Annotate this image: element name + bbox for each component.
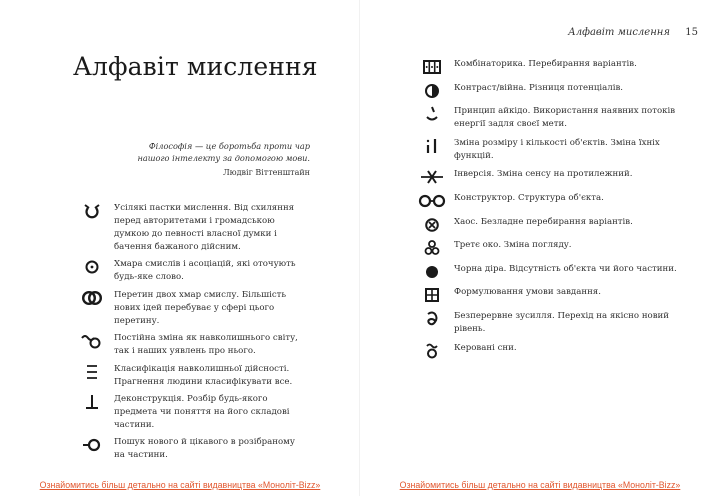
trap-icon [70, 202, 114, 220]
epigraph-quote: Філософія — це боротьба проти чар нашого інтелекту за допомогою мови. [137, 141, 310, 163]
list-item [70, 363, 320, 389]
half-circle-icon [410, 82, 454, 100]
list-item [410, 82, 710, 100]
list-item-text: Інверсія. Зміна сенсу на протилежний. [454, 169, 633, 180]
list-item [410, 239, 710, 257]
epigraph-author: Людвіг Віттенштайн [222, 168, 310, 177]
chaos-icon [410, 216, 454, 234]
right-page [360, 0, 720, 496]
symbol-list-right [410, 58, 710, 365]
symbol-list-left [70, 202, 320, 467]
list-item [410, 192, 710, 210]
list-item [70, 258, 320, 284]
size-change-icon [410, 137, 454, 155]
list-item-text: Пошук нового й цікавого в розібраному на частини. [114, 437, 295, 461]
controlled-dreams-icon [410, 342, 454, 360]
t-shape-icon [70, 393, 114, 411]
list-item [70, 289, 320, 328]
list-item-text: Контраст/війна. Різниця потенціалів. [454, 82, 624, 93]
constructor-icon [410, 192, 454, 210]
list-item-text: Хаос. Безладне перебирання варіантів. [454, 216, 633, 227]
list-item [410, 168, 710, 186]
list-item-text: Деконструкція. Розбір будь-якого предмета чи поняття на його складові частини. [114, 393, 290, 430]
tilde-circle-icon [70, 332, 114, 350]
list-item-text: Принцип айкідо. Використання наявних потоків енергії задля своєї мети. [454, 106, 676, 130]
list-item-text: Класифікація навколишньої дійсності. Прагнення людини класифікувати все. [114, 363, 293, 387]
chapter-title: Алфавіт мислення [73, 52, 318, 81]
list-item-text: Зміна розміру і кількості об'єктів. Зміна їхніх функцій. [454, 137, 660, 161]
third-eye-icon [410, 239, 454, 257]
lens-icon [70, 436, 114, 454]
list-item [70, 332, 320, 358]
list-item [70, 393, 320, 432]
publisher-link-left[interactable]: Ознайомитись більш детально на сайті видавництва «Моноліт-Bizz» [39, 480, 321, 490]
list-item-text: Конструктор. Структура об'єкта. [454, 192, 604, 203]
list-item-text: Усілякі пастки мислення. Від схиляння перед авторитетами і громадською думкою до певності власної думки і бачення бажаного дійсним. [114, 203, 295, 252]
list-item [410, 342, 710, 360]
running-head: Алфавіт мислення [568, 27, 670, 38]
list-item [410, 310, 710, 336]
list-item-text: Постійна зміна як навколишнього світу, так і наших уявлень про нього. [114, 333, 298, 357]
list-item [410, 105, 710, 131]
page-number: 15 [685, 27, 698, 38]
list-item-text: Формулювання умови завдання. [454, 287, 601, 298]
three-lines-icon [70, 363, 114, 381]
list-item [410, 137, 710, 163]
epigraph [120, 140, 310, 179]
list-item-text: Безперервне зусилля. Перехід на якісно новий рівень. [454, 310, 670, 334]
list-item-text: Хмара смислів і асоціацій, які оточують будь-яке слово. [114, 259, 296, 283]
cloud-circle-icon [70, 258, 114, 276]
list-item [410, 58, 710, 76]
list-item-text: Перетин двох хмар смислу. Більшість нових ідей перебуває у сфері цього перетину. [114, 289, 287, 326]
double-circle-icon [70, 289, 114, 307]
list-item-text: Керовані сни. [454, 342, 517, 353]
list-item [70, 202, 320, 254]
list-item-text: Чорна діра. Відсутність об'єкта чи його частини. [454, 263, 677, 274]
list-item [70, 436, 320, 462]
list-item [410, 286, 710, 304]
inversion-icon [410, 168, 454, 186]
list-item-text: Третє око. Зміна погляду. [454, 240, 572, 251]
publisher-link-right[interactable]: Ознайомитись більш детально на сайті видавництва «Моноліт-Bizz» [399, 480, 681, 490]
list-item-text: Комбінаторика. Перебирання варіантів. [454, 59, 637, 69]
aikido-icon [410, 105, 454, 123]
continuous-effort-icon [410, 310, 454, 328]
list-item [410, 263, 710, 281]
grid-icon [410, 58, 454, 76]
list-item [410, 216, 710, 234]
conditions-icon [410, 286, 454, 304]
black-hole-icon [410, 263, 454, 281]
